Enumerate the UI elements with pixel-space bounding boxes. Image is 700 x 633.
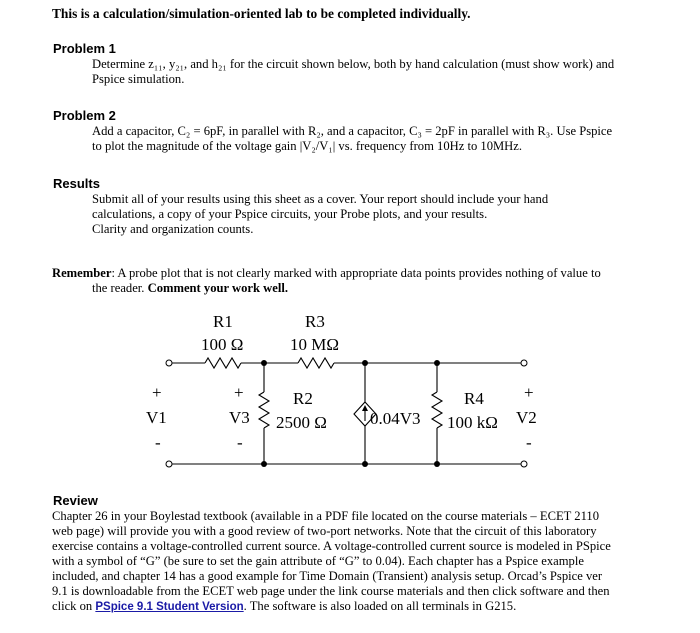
terminal-v1-negative [166, 461, 172, 467]
junction-dot [261, 360, 267, 366]
source-arrowhead-icon [362, 405, 368, 411]
problem-2-title: Problem 2 [53, 108, 116, 123]
review-line-4: with a symbol of “G” (be sure to set the gain attribute of “G” to 0.04). Each chapter has a Pspice example [52, 554, 584, 568]
r4-resistor-symbol [432, 392, 442, 428]
r3-value-label: 10 MΩ [290, 335, 339, 354]
problem-1-title: Problem 1 [53, 41, 116, 56]
v1-label: V1 [146, 408, 167, 427]
problem-2-line-2: to plot the magnitude of the voltage gain |V₂/V₁| vs. frequency from 10Hz to 10MHz. [92, 139, 523, 153]
review-title: Review [53, 493, 98, 508]
intro-statement: This is a calculation/simulation-oriented lab to be completed individually. [52, 6, 471, 21]
terminal-v1-positive [166, 360, 172, 366]
review-line-6: 9.1 is downloadable from the ECET web page under the link course materials and then click software and then [52, 584, 610, 598]
junction-dot [434, 461, 440, 467]
junction-dot [362, 461, 368, 467]
dependent-source-label: 0.04V3 [370, 409, 421, 428]
remember-text-2: the reader. [92, 281, 148, 295]
v3-label: V3 [229, 408, 250, 427]
review-line-1: Chapter 26 in your Boylestad textbook (available in a PDF file located on the course materials – ECET 2110 [52, 509, 599, 523]
v2-label: V2 [516, 408, 537, 427]
v2-plus-sign: + [524, 383, 534, 402]
problem-1-line-2: Pspice simulation. [92, 72, 185, 86]
results-title: Results [53, 176, 100, 191]
results-line-2: calculations, a copy of your Pspice circuits, your Probe plots, and your results. [92, 207, 488, 221]
r2-resistor-symbol [259, 392, 269, 428]
v3-plus-sign: + [234, 383, 244, 402]
r4-value-label: 100 kΩ [447, 413, 498, 432]
r1-value-label: 100 Ω [201, 335, 244, 354]
review-line-2: web page) will provide you with a good review of two-port networks. Note that the circuit of this laboratory [52, 524, 597, 538]
review-body [52, 509, 652, 615]
results-line-1: Submit all of your results using this sheet as a cover. Your report should include your hand [92, 192, 549, 206]
terminal-v2-negative [521, 461, 527, 467]
pspice-download-link[interactable]: PSpice 9.1 Student Version [95, 601, 244, 613]
review-line-3: exercise contains a voltage-controlled current source. A voltage-controlled current source is modeled in PSpice [52, 539, 611, 553]
junction-dot [434, 360, 440, 366]
remember-text-1: : A probe plot that is not clearly marked with appropriate data points provides nothing of value to [111, 266, 601, 280]
r4-name-label: R4 [464, 389, 484, 408]
problem-2-line-1: Add a capacitor, C₂ = 6pF, in parallel with R₂, and a capacitor, C₃ = 2pF in parallel with R₃. Use Pspice [92, 124, 613, 138]
r2-value-label: 2500 Ω [276, 413, 327, 432]
v1-minus-sign: - [155, 433, 161, 452]
r3-resistor-symbol [298, 358, 334, 368]
r1-name-label: R1 [213, 312, 233, 331]
v1-plus-sign: + [152, 383, 162, 402]
v2-minus-sign: - [526, 433, 532, 452]
remember-emphasis: Comment your work well. [147, 281, 288, 295]
r2-name-label: R2 [293, 389, 313, 408]
junction-dot [261, 461, 267, 467]
results-line-3: Clarity and organization counts. [92, 222, 254, 236]
remember-label: Remember [52, 266, 112, 280]
review-line-7-start: click on [52, 599, 96, 613]
r1-resistor-symbol [205, 358, 241, 368]
junction-dot [362, 360, 368, 366]
terminal-v2-positive [521, 360, 527, 366]
problem-1-line-1: Determine z₁₁, y₂₁, and h₂₁ for the circuit shown below, both by hand calculation (must show work) and [92, 57, 615, 71]
review-line-7-end: . The software is also loaded on all terminals in G215. [243, 599, 517, 613]
v3-minus-sign: - [237, 433, 243, 452]
review-line-5: included, and chapter 14 has a good example for Time Domain (Transient) analysis setup. Orcad’s Pspice ver [52, 569, 603, 583]
r3-name-label: R3 [305, 312, 325, 331]
